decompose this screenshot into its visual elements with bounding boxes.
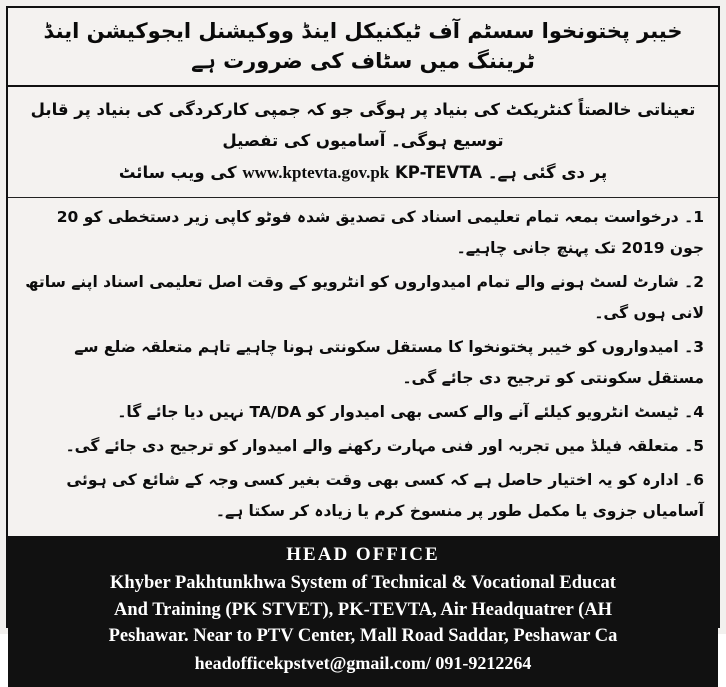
intro-line-1: تعیناتی خالصتاً کنٹریکٹ کی بنیاد پر ہوگی جو کہ جمپی کارکردگی کی بنیاد پر قابل توسیع ہوگی۔ آسامیوں کی تفصیل [30, 99, 696, 151]
intro-website-suffix: پر دی گئی ہے۔ [487, 162, 608, 182]
footer-contact[interactable]: headofficekpstvet@gmail.com/ 091-9212264 [194, 653, 532, 674]
advertisement-intro [8, 87, 718, 195]
footer-address-line-2: And Training (PK STVET), PK-TEVTA, Air Headquatrer (AH [113, 599, 613, 620]
conditions-list [8, 198, 718, 536]
website-url[interactable]: www.kptevta.gov.pk [242, 162, 390, 182]
condition-item: 6۔ ادارہ کو یہ اختیار حاصل ہے کہ کسی بھی وقت بغیر کسی وجہ کے شائع کی ہوئی آسامیاں جزوی یا مکمل طور پر منسوخ کرم یا زیادہ کر سکتا ہے۔ [66, 470, 704, 520]
condition-item: 1۔ درخواست بمعہ تمام تعلیمی اسناد کی تصدیق شدہ فوٹو کاپی زیر دستخطی کو 20 جون 2019 تک پہنچ جانی چاہیے۔ [56, 207, 704, 257]
footer-address-line-1: Khyber Pakhtunkhwa System of Technical & Vocational Educat [110, 572, 616, 593]
condition-item: 3۔ امیدواروں کو خیبر پختونخوا کا مستقل سکونتی ہونا چاہیے تاہم متعلقہ ضلع سے مستقل سکونتی کو ترجیح دی جائے گی۔ [74, 337, 704, 387]
advertisement-headline: خیبر پختونخوا سسٹم آف ٹیکنیکل اینڈ ووکیشنل ایجوکیشن اینڈ ٹریننگ میں سٹاف کی ضرورت ہے [43, 19, 683, 74]
intro-website-prefix: KP-TEVTA کی ویب سائٹ [118, 162, 483, 182]
intro-line-2 [20, 157, 706, 189]
condition-item: 2۔ شارٹ لسٹ ہونے والے تمام امیدواروں کو انٹرویو کے وقت اصل تعلیمی اسناد اپنے ساتھ لانی ہوں گی۔ [25, 272, 704, 322]
advertisement-frame [6, 6, 720, 674]
footer-address-line-3: Peshawar. Near to PTV Center, Mall Road Saddar, Peshawar Ca [108, 626, 618, 647]
condition-item: 4۔ ٹیسٹ انٹرویو کیلئے آنے والے کسی بھی امیدوار کو TA/DA نہیں دیا جائے گا۔ [117, 402, 704, 421]
footer-title: HEAD OFFICE [286, 543, 440, 565]
condition-item: 5۔ متعلقہ فیلڈ میں تجربہ اور فنی مہارت رکھنے والے امیدوار کو ترجیح دی جائے گی۔ [65, 436, 704, 455]
head-office-footer [8, 536, 718, 687]
